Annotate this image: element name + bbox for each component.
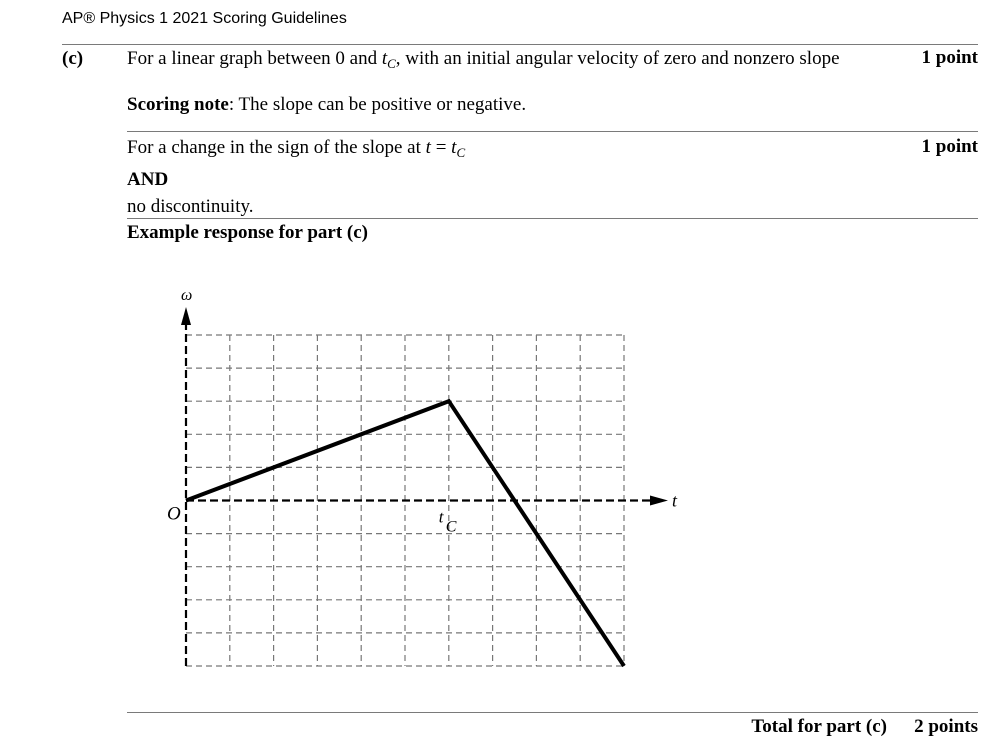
origin-label: O (167, 503, 181, 525)
criterion-2-sub-c: C (456, 145, 466, 160)
criterion-1-text-before: For a linear graph between 0 and (127, 48, 382, 69)
scoring-note-colon: : (228, 94, 235, 115)
criterion-2-text2: no discontinuity. (127, 196, 254, 217)
total-points: 2 points (914, 716, 978, 737)
scoring-note-text: The slope can be positive or negative. (234, 94, 527, 115)
bottom-rule (127, 712, 978, 713)
tc-tick-label-sub: C (445, 518, 457, 536)
criterion-2-points: 1 point (921, 136, 978, 157)
criterion-1-points: 1 point (921, 47, 978, 68)
criterion-2-var-t: t (425, 137, 431, 158)
criterion-1-text-after: , with an initial angular velocity of zero and nonzero slope (395, 48, 840, 69)
criterion-2-text-before: For a change in the sign of the slope at (127, 137, 426, 158)
criterion-1-var-t: t (381, 48, 388, 69)
x-axis-arrow (650, 496, 668, 506)
criterion-2-var-t2: t (451, 137, 457, 158)
y-axis-label: ω (181, 287, 193, 304)
total-label: Total for part (c) (751, 716, 887, 737)
y-axis-arrow (181, 307, 191, 325)
example-heading: Example response for part (c) (127, 222, 368, 243)
criterion-2-and: AND (127, 169, 169, 190)
x-axis-label: t (672, 490, 678, 511)
criterion-1-sub-c: C (387, 56, 396, 71)
tc-tick-label: t (438, 507, 444, 527)
part-label: (c) (62, 48, 84, 69)
axes (181, 307, 668, 666)
page-header: AP® Physics 1 2021 Scoring Guidelines (62, 10, 347, 27)
criterion-2-equals: = (430, 137, 452, 158)
scoring-note-label: Scoring note (127, 94, 229, 115)
